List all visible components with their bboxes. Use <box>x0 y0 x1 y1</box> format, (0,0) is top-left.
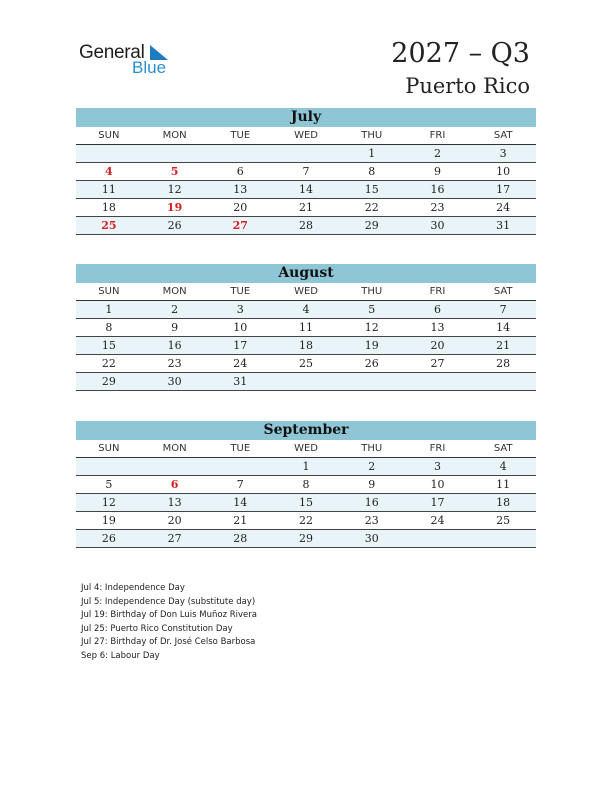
day-cell: 26 <box>101 532 116 545</box>
week-row <box>76 494 536 512</box>
day-cell: 28 <box>496 357 511 370</box>
month-july <box>76 108 536 235</box>
holiday-entry: Jul 25: Puerto Rico Constitution Day <box>81 623 233 634</box>
week-row <box>76 530 536 548</box>
day-cell <box>76 145 142 162</box>
month-title: August <box>76 264 536 283</box>
day-cell <box>207 458 273 475</box>
day-cell: 21 <box>496 339 511 352</box>
day-cell: 8 <box>368 165 376 178</box>
day-cell: 10 <box>233 321 248 334</box>
day-cell: 7 <box>499 303 507 316</box>
weekday-label: SAT <box>493 443 513 454</box>
week-row <box>76 458 536 476</box>
day-cell: 2 <box>433 147 441 160</box>
week-row <box>76 163 536 181</box>
day-cell: 14 <box>496 321 511 334</box>
day-cell: 31 <box>233 375 248 388</box>
day-cell <box>470 373 536 390</box>
weekday-label: WED <box>294 286 318 297</box>
weekday-label: THU <box>361 130 383 141</box>
day-cell: 8 <box>302 478 310 491</box>
day-cell: 17 <box>430 496 445 509</box>
week-row <box>76 476 536 494</box>
day-cell: 5 <box>368 303 376 316</box>
day-cell: 1 <box>105 303 113 316</box>
day-cell: 3 <box>499 147 507 160</box>
day-cell: 20 <box>233 201 248 214</box>
week-row <box>76 319 536 337</box>
day-cell: 8 <box>105 321 113 334</box>
week-row <box>76 199 536 217</box>
weekday-label: MON <box>162 286 187 297</box>
week-row <box>76 217 536 235</box>
day-cell: 18 <box>299 339 314 352</box>
day-cell: 30 <box>167 375 182 388</box>
week-row <box>76 337 536 355</box>
day-cell: 15 <box>101 339 116 352</box>
day-cell: 14 <box>233 496 248 509</box>
day-cell: 9 <box>368 478 376 491</box>
day-cell: 20 <box>167 514 182 527</box>
holiday-day-cell: 27 <box>232 219 248 232</box>
day-cell: 2 <box>368 460 376 473</box>
day-cell: 2 <box>171 303 179 316</box>
day-cell: 21 <box>299 201 314 214</box>
day-cell: 16 <box>364 496 379 509</box>
week-row <box>76 355 536 373</box>
week-row <box>76 145 536 163</box>
holiday-entry: Jul 27: Birthday of Dr. José Celso Barbosa <box>81 637 256 647</box>
day-cell: 22 <box>299 514 314 527</box>
weekday-header-row <box>76 127 536 145</box>
day-cell <box>207 145 273 162</box>
day-cell: 30 <box>364 532 379 545</box>
day-cell: 19 <box>101 514 116 527</box>
day-cell: 11 <box>101 183 116 196</box>
day-cell <box>273 145 339 162</box>
logo-blue-text: Blue <box>132 58 167 77</box>
day-cell: 1 <box>302 460 310 473</box>
day-cell: 12 <box>167 183 182 196</box>
day-cell <box>470 530 536 547</box>
day-cell: 19 <box>364 339 379 352</box>
weekday-label: THU <box>361 286 383 297</box>
holiday-day-cell: 5 <box>170 165 179 178</box>
day-cell: 5 <box>105 478 113 491</box>
page-title: 2027 – Q3 <box>391 38 530 69</box>
weekday-label: WED <box>294 443 318 454</box>
weekday-label: TUE <box>230 130 251 141</box>
week-row <box>76 373 536 391</box>
day-cell <box>405 530 471 547</box>
day-cell <box>273 373 339 390</box>
month-title: July <box>76 108 536 127</box>
weekday-label: SUN <box>98 130 120 141</box>
day-cell <box>405 373 471 390</box>
weekday-label: MON <box>162 443 187 454</box>
day-cell <box>142 145 208 162</box>
day-cell: 4 <box>499 460 507 473</box>
weekday-label: SAT <box>493 286 513 297</box>
weekday-label: SUN <box>98 286 120 297</box>
day-cell: 6 <box>236 165 244 178</box>
holiday-entry: Jul 19: Birthday of Don Luis Muñoz Rivera <box>81 610 257 620</box>
week-row <box>76 512 536 530</box>
day-cell: 24 <box>233 357 248 370</box>
day-cell: 27 <box>167 532 182 545</box>
day-cell: 10 <box>496 165 511 178</box>
day-cell: 28 <box>299 219 314 232</box>
day-cell: 23 <box>364 514 379 527</box>
day-cell: 10 <box>430 478 445 491</box>
logo-general-text: General <box>79 42 145 63</box>
day-cell: 12 <box>364 321 379 334</box>
day-cell: 14 <box>299 183 314 196</box>
weekday-label: FRI <box>429 443 446 454</box>
day-cell: 25 <box>496 514 511 527</box>
week-row <box>76 301 536 319</box>
day-cell: 26 <box>167 219 182 232</box>
weekday-label: WED <box>294 130 318 141</box>
day-cell: 9 <box>171 321 179 334</box>
day-cell <box>76 458 142 475</box>
day-cell: 4 <box>302 303 310 316</box>
day-cell: 11 <box>299 321 314 334</box>
day-cell: 24 <box>430 514 445 527</box>
day-cell: 23 <box>167 357 182 370</box>
day-cell: 13 <box>233 183 248 196</box>
holiday-day-cell: 6 <box>170 478 179 491</box>
day-cell: 7 <box>302 165 310 178</box>
month-august <box>76 264 536 391</box>
holiday-entry: Jul 4: Independence Day <box>81 583 185 593</box>
day-cell: 3 <box>433 460 441 473</box>
weekday-header-row <box>76 283 536 301</box>
day-cell: 29 <box>101 375 116 388</box>
day-cell: 18 <box>101 201 116 214</box>
day-cell: 29 <box>364 219 379 232</box>
day-cell: 21 <box>233 514 248 527</box>
weekday-label: SUN <box>98 443 120 454</box>
day-cell: 22 <box>364 201 379 214</box>
day-cell: 16 <box>430 183 445 196</box>
holiday-list <box>81 582 257 663</box>
weekday-label: THU <box>361 443 383 454</box>
holiday-entry: Sep 6: Labour Day <box>81 650 160 661</box>
day-cell: 9 <box>433 165 441 178</box>
day-cell: 13 <box>167 496 182 509</box>
day-cell: 18 <box>496 496 511 509</box>
holiday-day-cell: 25 <box>101 219 117 232</box>
day-cell: 15 <box>364 183 379 196</box>
day-cell: 17 <box>496 183 511 196</box>
weekday-label: FRI <box>429 130 446 141</box>
day-cell: 16 <box>167 339 182 352</box>
holiday-entry: Jul 5: Independence Day (substitute day) <box>81 596 256 607</box>
day-cell: 28 <box>233 532 248 545</box>
day-cell: 13 <box>430 321 445 334</box>
day-cell: 17 <box>233 339 248 352</box>
day-cell: 22 <box>101 357 116 370</box>
day-cell: 27 <box>430 357 445 370</box>
day-cell <box>339 373 405 390</box>
day-cell: 6 <box>433 303 441 316</box>
weekday-label: TUE <box>230 443 251 454</box>
weekday-label: SAT <box>493 130 513 141</box>
holiday-day-cell: 19 <box>166 201 183 214</box>
day-cell: 3 <box>236 303 244 316</box>
week-row <box>76 181 536 199</box>
generalblue-logo <box>79 40 189 80</box>
day-cell: 11 <box>496 478 511 491</box>
holiday-day-cell: 4 <box>105 165 113 178</box>
country-name: Puerto Rico <box>405 74 530 98</box>
day-cell: 23 <box>430 201 445 214</box>
day-cell: 29 <box>299 532 314 545</box>
weekday-header-row <box>76 440 536 458</box>
day-cell: 20 <box>430 339 445 352</box>
day-cell: 1 <box>368 147 376 160</box>
month-september <box>76 421 536 548</box>
day-cell: 24 <box>496 201 511 214</box>
month-title: September <box>76 421 536 440</box>
day-cell: 26 <box>364 357 379 370</box>
day-cell: 30 <box>430 219 445 232</box>
day-cell: 12 <box>101 496 116 509</box>
day-cell: 7 <box>236 478 244 491</box>
day-cell: 15 <box>299 496 314 509</box>
day-cell: 25 <box>299 357 314 370</box>
weekday-label: TUE <box>230 286 251 297</box>
weekday-label: FRI <box>429 286 446 297</box>
day-cell: 31 <box>496 219 511 232</box>
weekday-label: MON <box>162 130 187 141</box>
day-cell <box>142 458 208 475</box>
